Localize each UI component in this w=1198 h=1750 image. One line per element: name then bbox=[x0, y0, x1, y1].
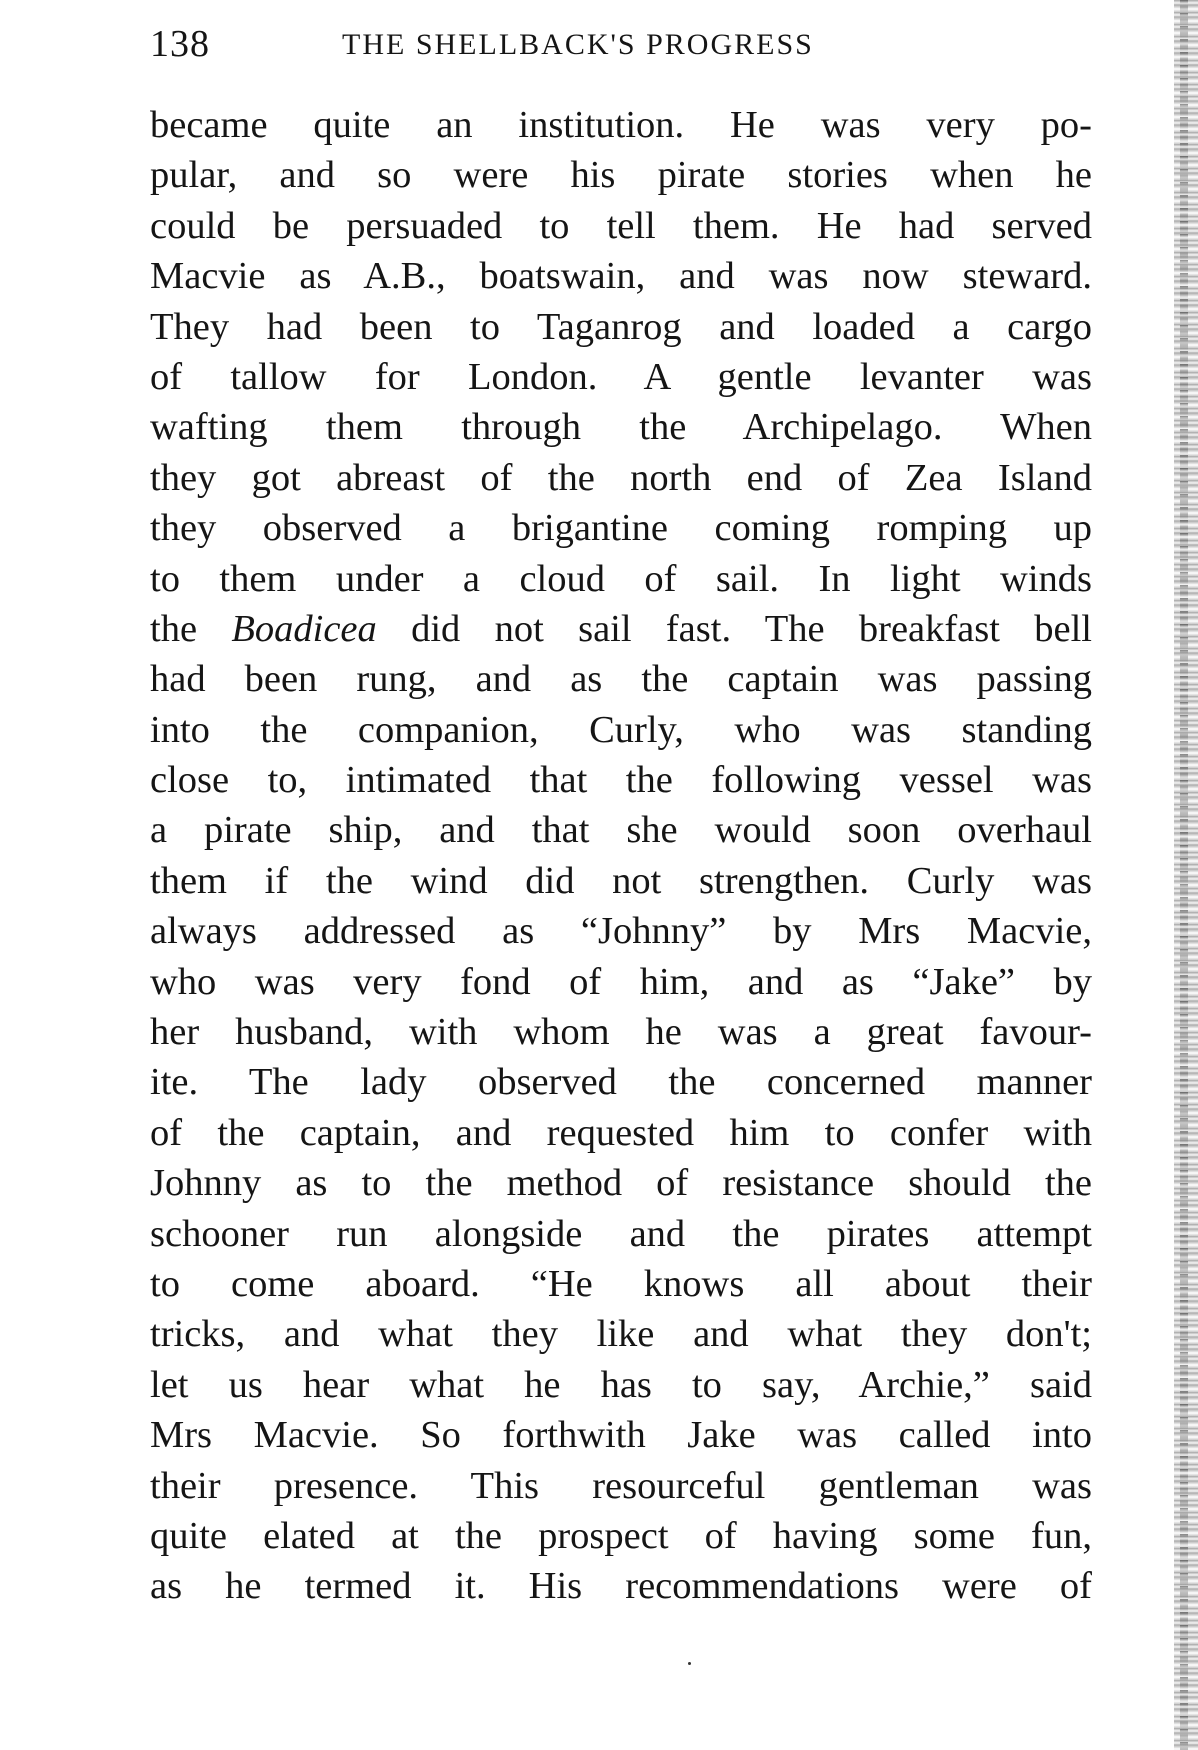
text-line: Mrs Macvie. So forthwith Jake was called into bbox=[150, 1414, 1092, 1457]
text-line: They had been to Taganrog and loaded a cargo bbox=[150, 305, 1092, 348]
page-number: 138 bbox=[150, 23, 210, 65]
text-line: they got abreast of the north end of Zea Island bbox=[150, 456, 1092, 499]
text-line: quite elated at the prospect of having some fun, bbox=[150, 1514, 1092, 1557]
text-line: let us hear what he has to say, Archie,” said bbox=[150, 1363, 1092, 1406]
text-line: Johnny as to the method of resistance should the bbox=[150, 1162, 1092, 1205]
line-text-before: the bbox=[150, 607, 232, 650]
text-line: tricks, and what they like and what they don't; bbox=[150, 1313, 1092, 1356]
running-head: THE SHELLBACK'S PROGRESS bbox=[342, 28, 814, 61]
text-line: wafting them through the Archipelago. When bbox=[150, 406, 1092, 449]
text-line: of the captain, and requested him to confer with bbox=[150, 1111, 1092, 1154]
body-text bbox=[150, 100, 1092, 1612]
text-line: had been rung, and as the captain was passing bbox=[150, 658, 1092, 701]
text-line: to come aboard. “He knows all about their bbox=[150, 1262, 1092, 1305]
ship-name-boadicea: Boadicea bbox=[231, 607, 377, 650]
page-header bbox=[150, 22, 1100, 82]
text-line: always addressed as “Johnny” by Mrs Macvie, bbox=[150, 910, 1092, 953]
text-line: as he termed it. His recommendations were of bbox=[150, 1565, 1092, 1608]
text-line: Macvie as A.B., boatswain, and was now steward. bbox=[150, 255, 1092, 298]
text-line: who was very fond of him, and as “Jake” by bbox=[150, 960, 1092, 1003]
text-line: to them under a cloud of sail. In light winds bbox=[150, 557, 1092, 600]
text-line: became quite an institution. He was very po- bbox=[150, 104, 1092, 146]
scan-speck bbox=[688, 1662, 691, 1665]
text-line: schooner run alongside and the pirates attempt bbox=[150, 1212, 1092, 1255]
text-line: pular, and so were his pirate stories when he bbox=[150, 154, 1092, 197]
text-line: they observed a brigantine coming romping up bbox=[150, 507, 1092, 550]
text-line: could be persuaded to tell them. He had served bbox=[150, 204, 1092, 247]
text-line: her husband, with whom he was a great favour- bbox=[150, 1011, 1092, 1054]
text-line: ite. The lady observed the concerned manner bbox=[150, 1061, 1092, 1104]
text-line: of tallow for London. A gentle levanter was bbox=[150, 355, 1092, 398]
text-line-with-ship-name bbox=[150, 604, 1092, 654]
scanned-page-edge-shadow bbox=[1180, 0, 1188, 1750]
text-line: their presence. This resourceful gentleman was bbox=[150, 1464, 1092, 1507]
text-line: close to, intimated that the following vessel was bbox=[150, 759, 1092, 802]
text-line: a pirate ship, and that she would soon overhaul bbox=[150, 809, 1092, 852]
line-text-after: did not sail fast. The breakfast bell bbox=[376, 607, 1092, 650]
text-line: them if the wind did not strengthen. Curly was bbox=[150, 859, 1092, 902]
text-line: into the companion, Curly, who was standing bbox=[150, 708, 1092, 751]
